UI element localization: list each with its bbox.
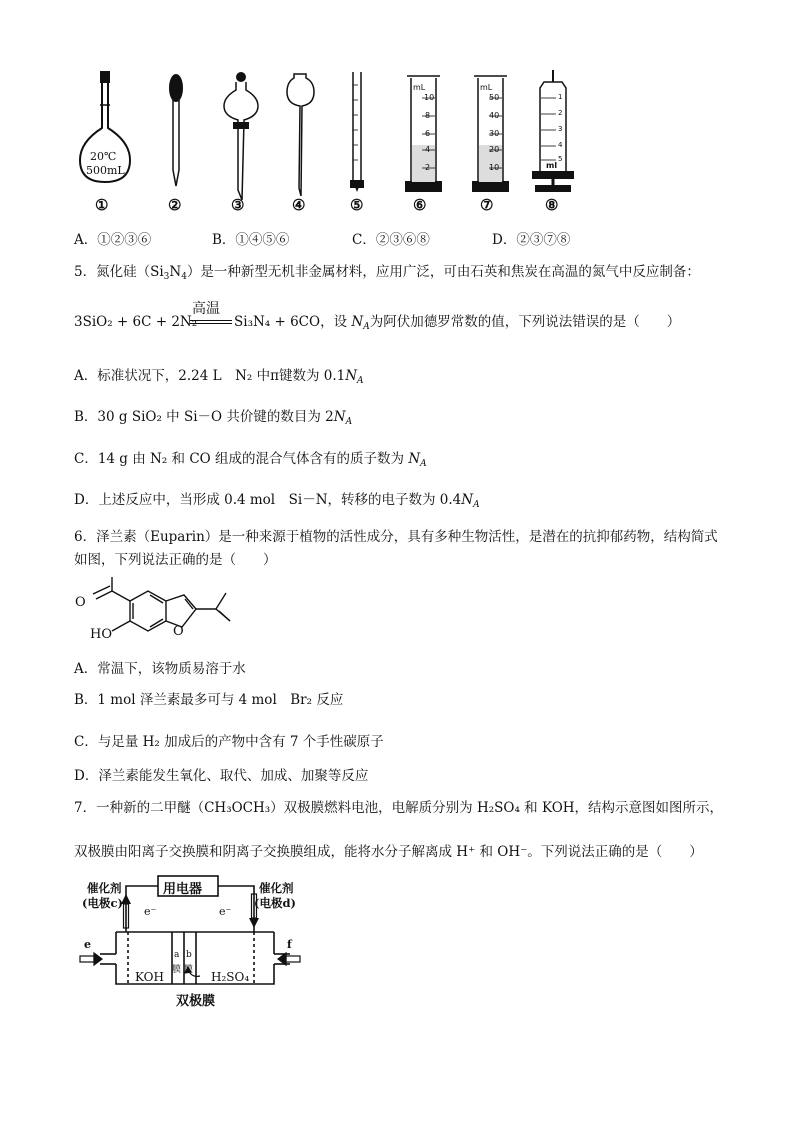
q6-stem-2: 如图，下列说法正确的是（ ） [74,552,277,568]
euparin-structure [70,575,240,655]
cyl7-tick: 50 [489,93,500,102]
q6-label-ketone-o: O [75,595,86,610]
q6-option-d[interactable]: D．泽兰素能发生氧化、取代、加成、加聚等反应 [74,768,369,784]
apparatus-number: ⑤ [350,196,364,214]
q5-equation [74,312,197,332]
q4-option-c[interactable]: C．②③⑥⑧ [352,232,430,248]
membrane-b-label: b [186,950,192,960]
apparatus-number: ⑧ [545,196,559,214]
q6-stem-1: 6．泽兰素（Euparin）是一种来源于植物的活性成分，具有多种生物活性，是潜在的抗抑郁药物，结构简式 [74,529,718,545]
syringe-tick: 1 [558,93,563,101]
dropper-icon [170,75,182,186]
syringe-unit: ml [546,161,558,170]
q5-option-d[interactable]: D．上述反应中，当形成 0.4 mol Si－N，转移的电子数为 $0.4N_A$ [74,492,480,510]
electrode-c-label: (电极c) [82,896,123,910]
bipolar-membrane-label: 双极膜 [176,994,216,1009]
q6-option-b[interactable]: B．1 mol 泽兰素最多可与 4 mol Br₂ 反应 [74,692,344,708]
inlet-e-label: e [84,938,91,951]
q5-eq-left: 3SiO₂ + 6C + 2N₂ [74,314,198,330]
cyl7-tick: 20 [489,145,500,154]
apparatus-figure [0,0,794,225]
q5-stem: 5．氮化硅$(Si_3N_4)$是一种新型无机非金属材料，应用广泛，可由石英和焦炭在高温的氮气中反应制备： [74,264,700,282]
cyl7-tick: 30 [489,129,500,138]
q6-option-a[interactable]: A．常温下，该物质易溶于水 [74,661,246,677]
cyl6-tick: 10 [424,93,435,102]
apparatus-number: ⑦ [480,196,494,214]
q4-option-a[interactable]: A．①②③⑥ [74,232,152,248]
cyl6-tick: 4 [425,145,431,154]
separatory-funnel-icon [224,73,258,200]
q6-label-o: O [173,624,184,639]
flask-label-volume: 500mL [86,164,125,177]
cyl7-tick: 10 [489,163,500,172]
cathode-catalyst-label: 催化剂 [87,881,122,895]
q5-option-a[interactable]: A．标准状况下，2.24 L N₂ 中π键数为 $0.1N_A$ [74,368,364,386]
cyl6-tick: 6 [425,129,431,138]
flask-label-temp: 20℃ [90,150,117,163]
syringe-tick: 3 [558,125,563,133]
cyl6-unit: mL [413,83,426,92]
cyl7-tick: 40 [489,111,500,120]
electron-label-right: e⁻ [219,905,232,918]
membrane-a-mo: 膜 [172,965,182,975]
apparatus-number: ③ [231,196,245,214]
koh-label: KOH [135,970,164,984]
q6-label-ho: HO [90,627,112,642]
anode-catalyst-label: 催化剂 [259,881,294,895]
q5-equation-right: Si₃N₄ + 6CO，设 $N_A$为阿伏加德罗常数的值，下列说法错误的是（ ） [234,314,681,332]
q7-stem-2: 双极膜由阳离子交换膜和阴离子交换膜组成，能将水分子解离成 H⁺ 和 OH⁻。下列说法正确的是（ ） [74,844,703,860]
q4-option-b[interactable]: B．①④⑤⑥ [212,232,290,248]
inlet-f-label: f [287,938,292,951]
cyl6-tick: 2 [425,163,431,172]
load-label: 用电器 [163,882,203,897]
membrane-b-mo: 膜 [184,965,194,975]
q6-option-c[interactable]: C．与足量 H₂ 加成后的产物中含有 7 个手性碳原子 [74,734,384,750]
electrode-d-label: (电极d) [254,896,296,910]
syringe-tick: 4 [558,141,563,149]
inlet-arrow-left-icon [80,953,102,965]
apparatus-number: ② [168,196,182,214]
funnel-bulb-icon [287,74,314,196]
syringe-tick: 2 [558,109,563,117]
syringe-tick: 5 [558,155,563,163]
apparatus-number: ④ [292,196,306,214]
cyl6-tick: 8 [425,111,431,120]
q7-stem-1: 7．一种新的二甲醚（CH₃OCH₃）双极膜燃料电池，电解质分别为 H₂SO₄ 和 KOH，结构示意图如图所示， [74,800,724,816]
q5-option-c[interactable]: C．14 g 由 N₂ 和 CO 组成的混合气体含有的质子数为 $N_A$ [74,451,427,469]
cyl7-unit: mL [480,83,493,92]
electron-label-left: e⁻ [144,905,157,918]
q5-option-b[interactable]: B．30 g SiO₂ 中 Si－O 共价键的数目为 $2N_A$ [74,409,353,427]
apparatus-number: ① [95,196,109,214]
h2so4-label: H₂SO₄ [211,970,250,984]
membrane-a-label: a [174,950,180,960]
q5-reaction-condition: 高温 [192,301,220,317]
burette-icon [351,72,363,190]
q4-option-d[interactable]: D．②③⑦⑧ [492,232,571,248]
apparatus-number: ⑥ [413,196,427,214]
syringe-icon [533,70,573,191]
